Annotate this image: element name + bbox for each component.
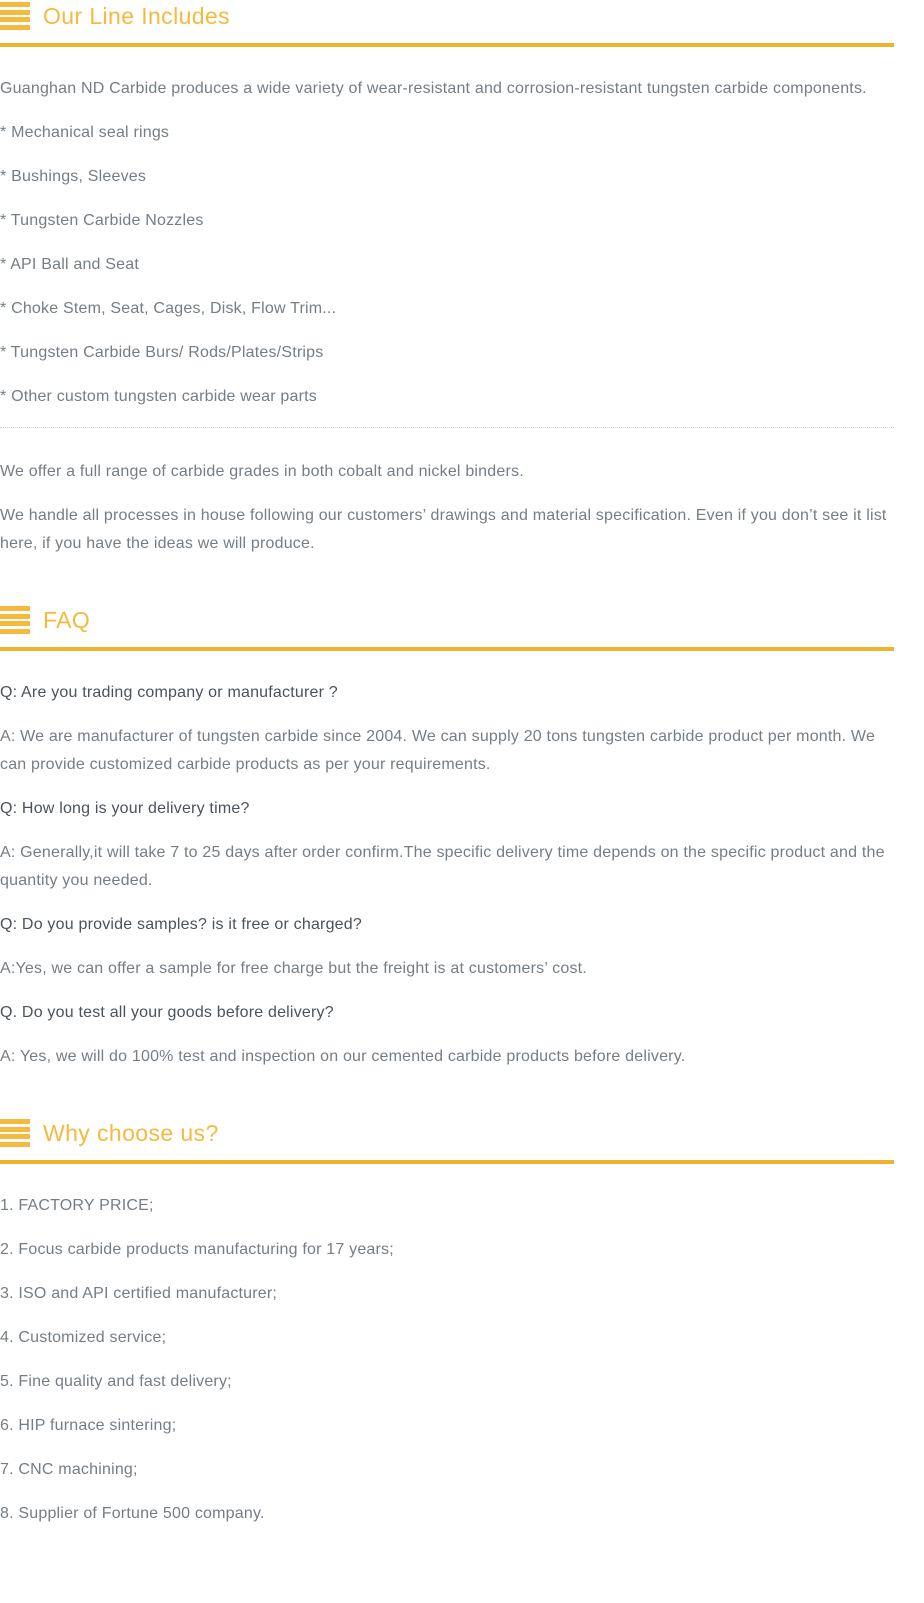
faq-question: Q: How long is your delivery time? — [0, 800, 250, 817]
line-item: * Bushings, Sleeves — [0, 168, 147, 185]
reason-item: 6. HIP furnace sintering; — [0, 1417, 177, 1434]
faq-answer: A: Yes, we will do 100% test and inspection on our cemented carbide products before delivery. — [0, 1048, 686, 1065]
intro-paragraph: Guanghan ND Carbide produces a wide variety of wear-resistant and corrosion-resistant tungsten carbide components. — [0, 80, 867, 97]
menu-bars-icon — [0, 1119, 30, 1146]
dotted-divider — [0, 427, 894, 428]
menu-bars-icon — [0, 2, 30, 29]
section-faq — [0, 606, 894, 1071]
faq-answer: A: Generally,it will take 7 to 25 days after order confirm.The specific delivery time depends on the specific product and the quantity you needed. — [0, 844, 885, 889]
section-why-choose-us — [0, 1119, 894, 1528]
reason-item: 8. Supplier of Fortune 500 company. — [0, 1505, 265, 1522]
section-our-line — [0, 2, 894, 558]
line-item: * Tungsten Carbide Nozzles — [0, 212, 204, 229]
reason-item: 7. CNC machining; — [0, 1461, 138, 1478]
section-body-faq — [0, 651, 894, 1071]
faq-question: Q. Do you test all your goods before delivery? — [0, 1004, 334, 1021]
line-item: * Choke Stem, Seat, Cages, Disk, Flow Trim... — [0, 300, 337, 317]
grades-paragraph: We offer a full range of carbide grades in both cobalt and nickel binders. — [0, 463, 524, 480]
faq-question: Q: Do you provide samples? is it free or charged? — [0, 916, 362, 933]
section-title-our-line: Our Line Includes — [43, 2, 231, 29]
faq-question: Q: Are you trading company or manufacturer ? — [0, 684, 338, 701]
menu-bars-icon — [0, 606, 30, 633]
reason-item: 4. Customized service; — [0, 1329, 167, 1346]
section-body-why-choose-us — [0, 1164, 894, 1528]
reason-item: 1. FACTORY PRICE; — [0, 1197, 154, 1214]
section-header-why-choose-us — [0, 1119, 894, 1147]
section-title-faq: FAQ — [43, 606, 91, 633]
processes-paragraph: We handle all processes in house following our customers’ drawings and material specification. Even if you don’t see it list here, if you have the ideas we will produce. — [0, 507, 887, 552]
section-title-why-choose-us: Why choose us? — [43, 1119, 219, 1146]
reason-item: 3. ISO and API certified manufacturer; — [0, 1285, 278, 1302]
reason-item: 2. Focus carbide products manufacturing for 17 years; — [0, 1241, 394, 1258]
section-body-our-line — [0, 47, 894, 558]
faq-answer: A:Yes, we can offer a sample for free charge but the freight is at customers’ cost. — [0, 960, 587, 977]
section-header-faq — [0, 606, 894, 634]
reason-item: 5. Fine quality and fast delivery; — [0, 1373, 232, 1390]
line-item: * Tungsten Carbide Burs/ Rods/Plates/Strips — [0, 344, 324, 361]
line-item: * Other custom tungsten carbide wear parts — [0, 388, 317, 405]
section-header-our-line — [0, 2, 894, 30]
faq-answer: A: We are manufacturer of tungsten carbide since 2004. We can supply 20 tons tungsten carbide product per month. We can provide customized carbide products as per your requirements. — [0, 728, 876, 773]
line-item: * Mechanical seal rings — [0, 124, 170, 141]
line-item: * API Ball and Seat — [0, 256, 140, 273]
